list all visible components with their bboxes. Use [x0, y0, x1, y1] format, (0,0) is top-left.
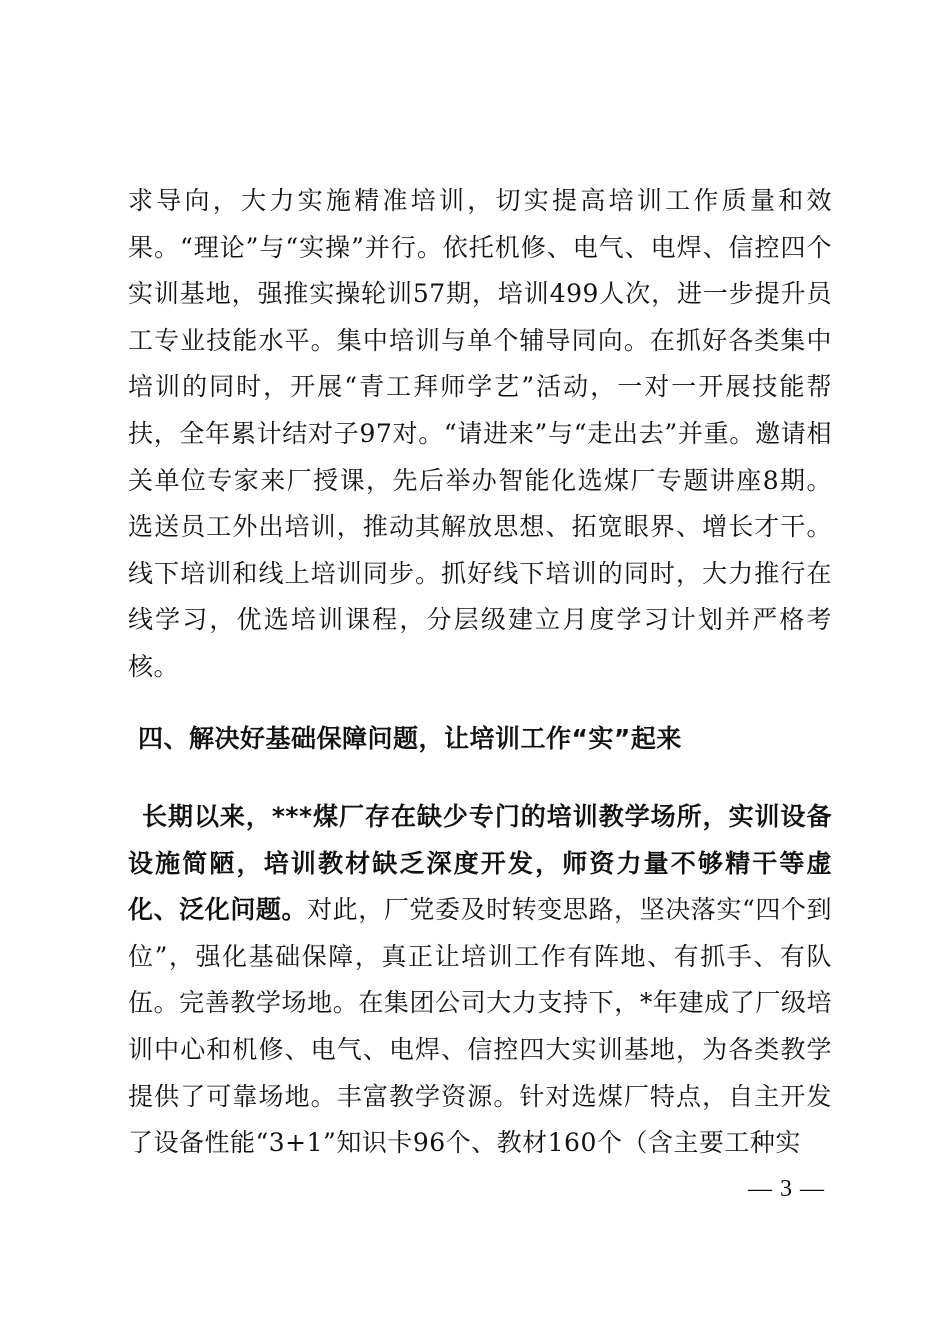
section-heading-four: 四、解决好基础保障问题，让培训工作“实”起来 [138, 724, 682, 753]
paragraph-body-text: 对此，厂党委及时转变思路，坚决落实“四个到位”，强化基础保障，真正让培训工作有阵地、有抓手、有队伍。完善教学场地。在集团公司大力支持下，*年建成了厂级培训中心和机修、电气、电焊、信控四大实训基地，为各类教学提供了可靠场地。丰富教学资源。针对选煤厂特点，自主开发了设备性能“3+1”知识卡96个、教材160个（含主要工种实 [128, 895, 832, 1158]
paragraph-bold-lead: 长期以来，***煤厂存在缺少专门的培训教学场所，实训设备设施简陋，培训教材缺乏深度开发，师资力量不够精干等虚化、泛化问题。 [128, 802, 832, 925]
body-paragraph-training-methods: 求导向，大力实施精准培训，切实提高培训工作质量和效果。“理论”与“实操”并行。依托机修、电气、电焊、信控四个实训基地，强推实操轮训57期，培训499人次，进一步提升员工专业技能水平。集中培训与单个辅导同向。在抓好各类集中培训的同时，开展“青工拜师学艺”活动，一对一开展技能帮扶，全年累计结对子97对。“请进来”与“走出去”并重。邀请相关单位专家来厂授课，先后举办智能化选煤厂专题讲座8期。选送员工外出培训，推动其解放思想、拓宽眼界、增长才干。线下培训和线上培训同步。抓好线下培训的同时，大力推行在线学习，优选培训课程，分层级建立月度学习计划并严格考核。 [128, 186, 832, 681]
body-paragraph-infrastructure [128, 794, 832, 1167]
page-number: — 3 — [748, 1176, 825, 1202]
